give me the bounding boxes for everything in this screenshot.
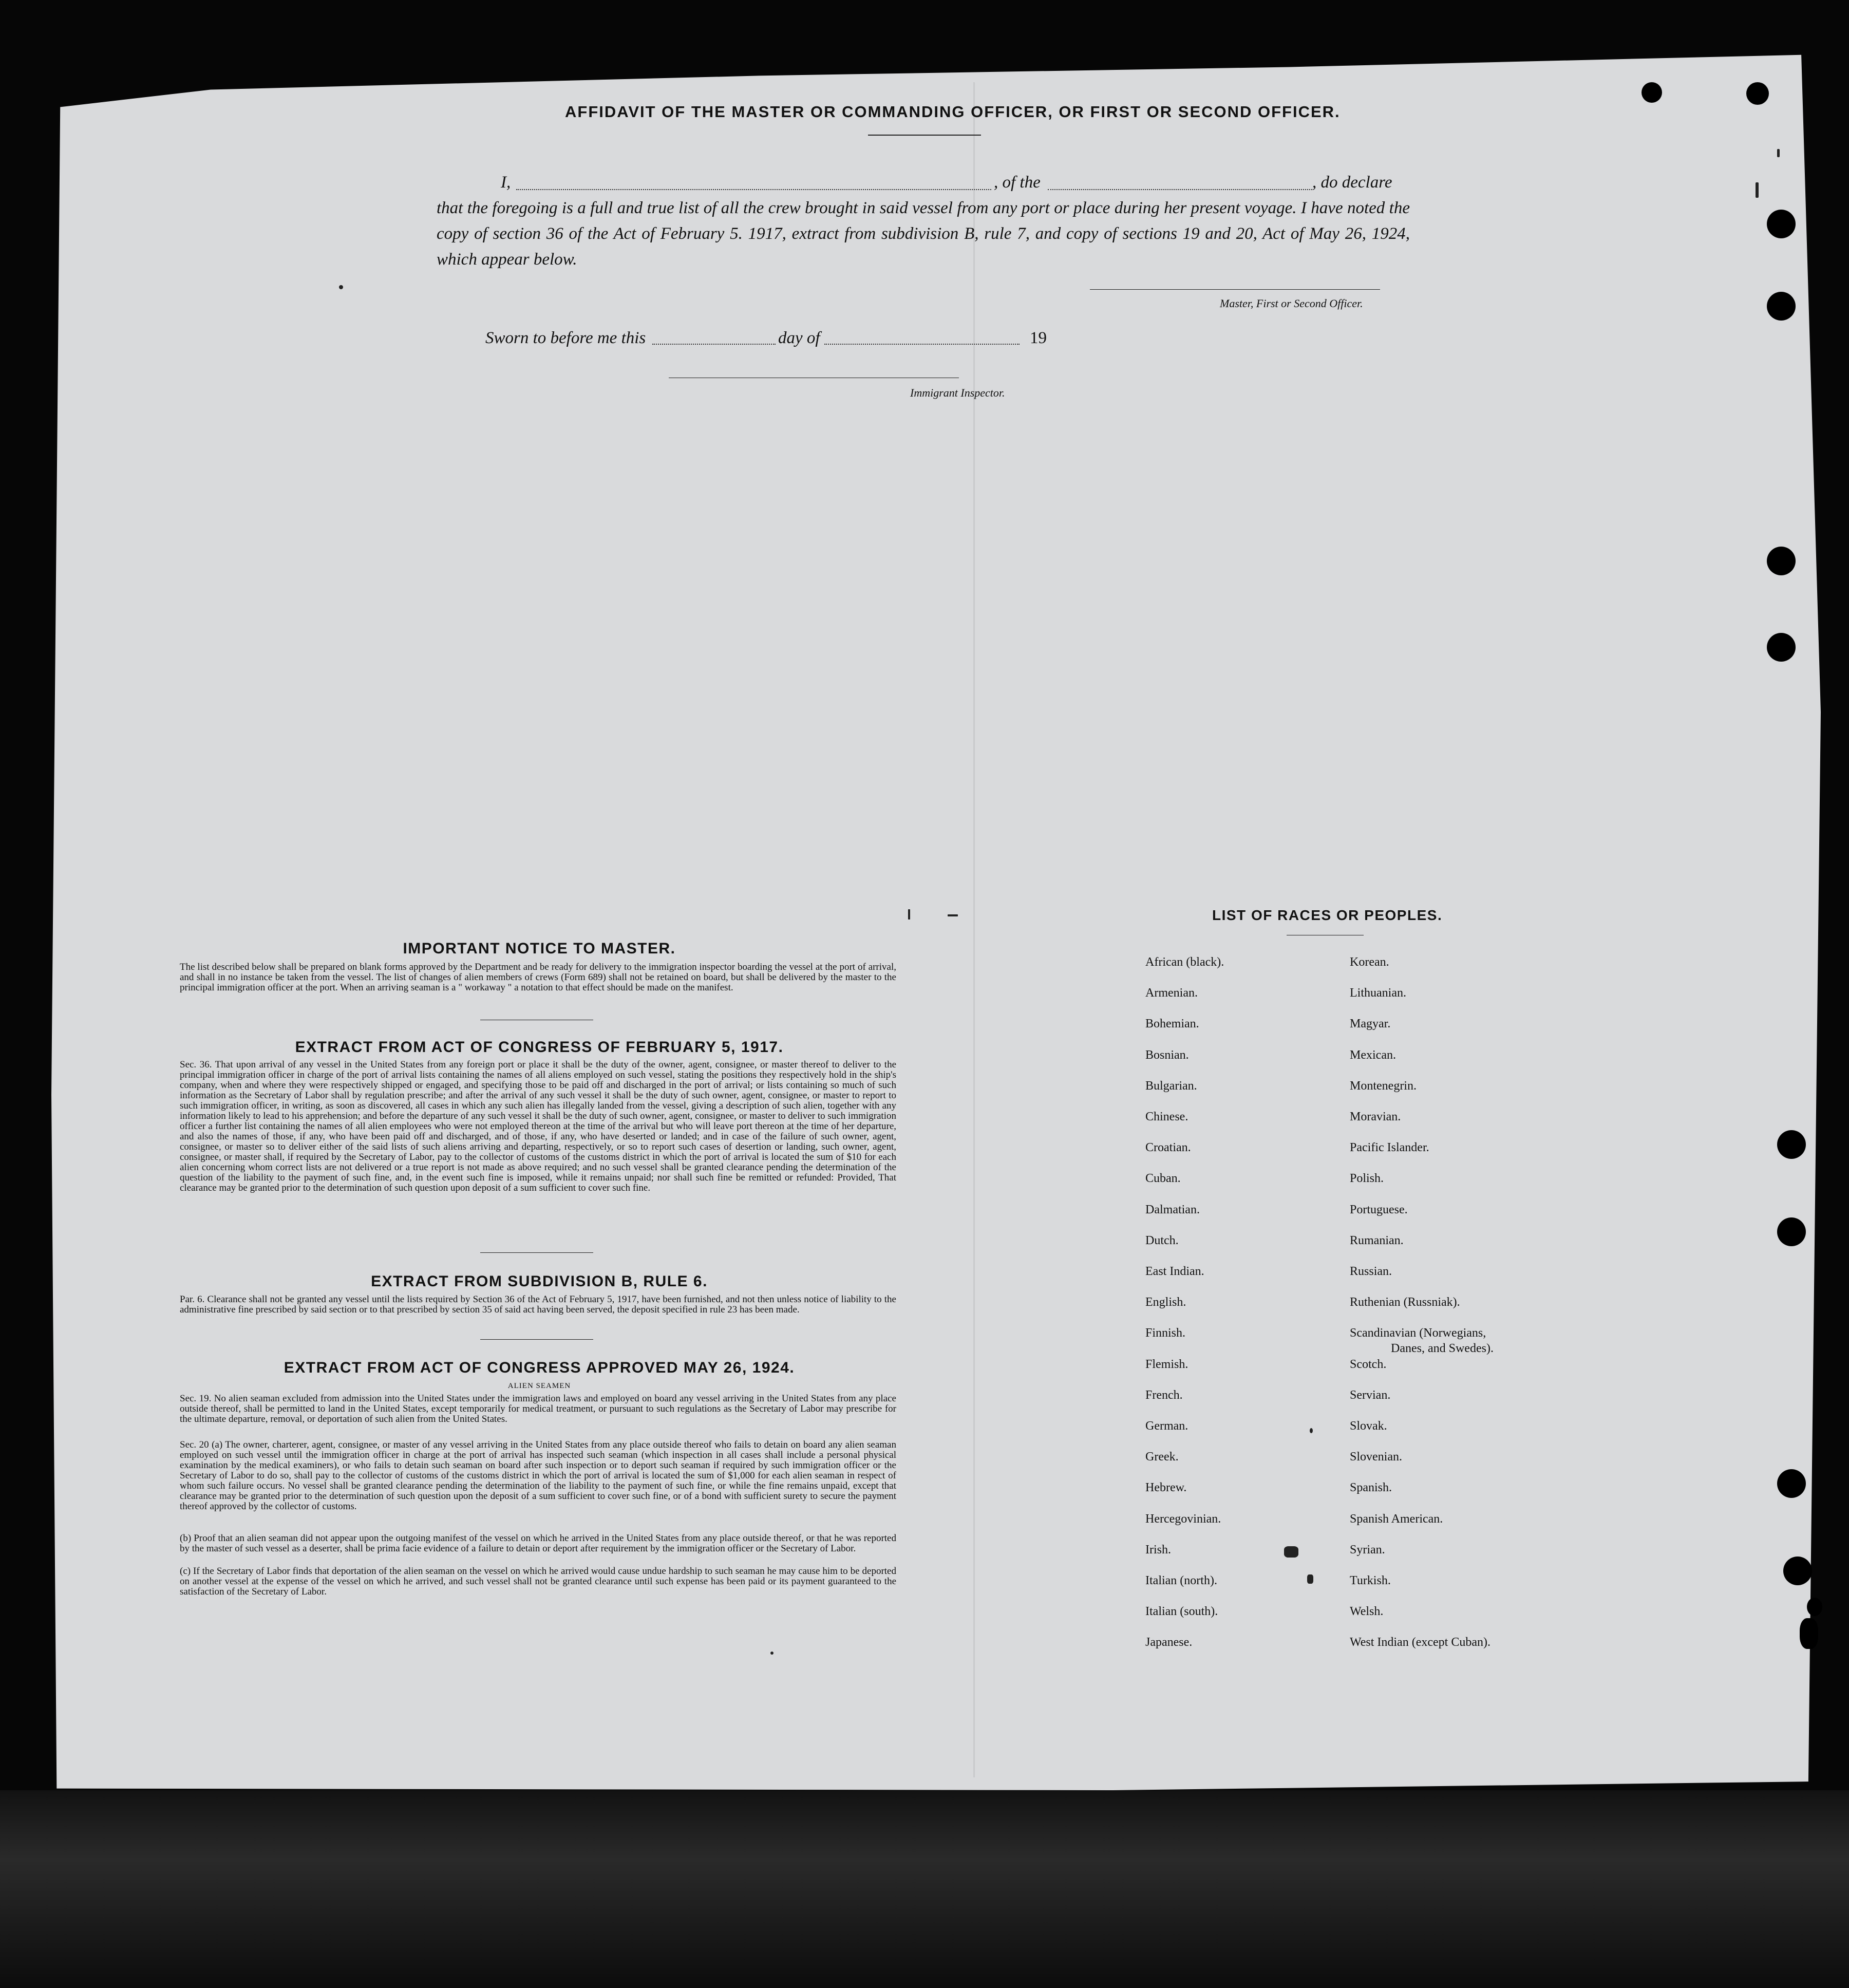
extract-1917-text: Sec. 36. That upon arrival of any vessel in the United States from any foreign port or place it shall be the duty of the owner, agent, consignee, or master thereof to deliver to the principal immigration officer in charge of the port of arrival lists containing the names of all aliens employed on such vessel, stating the positions they respectively hold in the ship's company, when and where they were respectively shipped or engaged, and specifying those to be paid off and discharged in the port of arrival; or lists containing so much of such information as the Secretary of Labor shall by regulation prescribe; and after the arrival of any such vessel it shall be the duty of such owner, agent, consignee, or master to report to such immigration officer, in writing, as soon as discovered, all cases in which any such alien has illegally landed from the vessel, giving a description of such alien, together with any information likely to lead to his apprehension; and before the departure of any such vessel it shall be the duty of such owner, agent, consignee, or master to deliver to such immigration officer a further list containing the names of all alien employees who were not employed thereon at the time of the arrival but who will leave port thereon at the time of her departure, and also the names of those, if any, who have been paid off and discharged, and of those, if any, who have deserted or landed; and in case of the failure of such owner, agent, consignee, or master so to deliver either of the said lists of such aliens arriving and departing, respectively, or so to report such cases of desertion or landing, such owner, agent, consignee, or master shall, if required by the Secretary of Labor, pay to the collector of customs of the customs district in which the port of arrival is located the sum of $10 for each alien concerning whom correct lists are not delivered or a true report is not made as above required; and no such vessel shall be granted clearance pending the determination of the question of the liability to the payment of such fine, and, in the event such fine is imposed, while it remains unpaid; nor shall such fine be remitted or refunded: Provided, That clearance may be granted prior to the determination of such question upon deposit of a sum sufficient to cover such fine. — [180, 1059, 896, 1193]
title-underline — [868, 135, 981, 136]
of-the-label: , of the — [994, 173, 1041, 192]
punch-hole — [1767, 210, 1796, 238]
race-item: Dalmatian. — [1145, 1203, 1200, 1216]
punch-hole — [1767, 633, 1796, 662]
year-prefix: 19 — [1030, 329, 1047, 347]
race-item: Mexican. — [1350, 1048, 1396, 1062]
ink-speck — [1310, 1428, 1313, 1433]
day-of-label: day of — [778, 329, 820, 347]
punch-hole — [1767, 292, 1796, 321]
punch-hole — [1783, 1556, 1812, 1585]
ink-speck — [339, 285, 343, 289]
race-item: Servian. — [1350, 1388, 1391, 1402]
affidavit-title: AFFIDAVIT OF THE MASTER OR COMMANDING OFFICER, OR FIRST OR SECOND OFFICER. — [565, 103, 1341, 121]
race-item: East Indian. — [1145, 1265, 1204, 1278]
race-item: Scandinavian (Norwegians, — [1350, 1326, 1486, 1340]
punch-hole — [1800, 1618, 1818, 1649]
race-item: Bohemian. — [1145, 1017, 1199, 1031]
race-item: Turkish. — [1350, 1574, 1391, 1587]
punch-hole — [1777, 1217, 1806, 1246]
race-item: Bosnian. — [1145, 1048, 1189, 1062]
punch-hole — [1807, 1598, 1822, 1616]
race-item: Montenegrin. — [1350, 1079, 1417, 1093]
race-item: Irish. — [1145, 1543, 1171, 1556]
declaration-line-1 — [501, 170, 1410, 195]
ink-speck — [770, 1652, 773, 1655]
master-name-field[interactable] — [516, 189, 991, 190]
extract-rule6-heading: EXTRACT FROM SUBDIVISION B, RULE 6. — [371, 1273, 708, 1290]
document-page — [51, 51, 1821, 1790]
ink-speck — [1756, 182, 1759, 198]
notice-text: The list described below shall be prepared on blank forms approved by the Department and be ready for delivery to the immigration inspector boarding the vessel at the port of arrival, and shall in no instance be taken from the vessel. The list of changes of alien members of crews (Form 689) shall not be retained on board, but shall be delivered by the master to the principal immigration officer at the port. When an arriving seaman is a " workaway " a notation to that effect should be made on the manifest. — [180, 962, 896, 993]
punch-hole — [1777, 1469, 1806, 1498]
race-item: Syrian. — [1350, 1543, 1385, 1556]
extract-rule6-text: Par. 6. Clearance shall not be granted any vessel until the lists required by Section 36 of the Act of February 5, 1917, have been furnished, and not then unless notice of liability to the administrative fine prescribed by said section or to that prescribed by section 35 of said act having been served, the deposit specified in rule 23 has been made. — [180, 1294, 896, 1315]
ink-speck — [1284, 1546, 1298, 1558]
race-item: Slovak. — [1350, 1419, 1387, 1433]
race-item: Russian. — [1350, 1265, 1392, 1278]
race-item: French. — [1145, 1388, 1183, 1402]
master-signature-line[interactable] — [1090, 289, 1380, 290]
ink-speck — [908, 909, 910, 920]
race-item: Hercegovinian. — [1145, 1512, 1221, 1526]
race-item: German. — [1145, 1419, 1188, 1433]
extract-1917-heading: EXTRACT FROM ACT OF CONGRESS OF FEBRUARY 5, 1917. — [295, 1039, 784, 1056]
race-item: English. — [1145, 1296, 1186, 1309]
race-item: Korean. — [1350, 955, 1389, 969]
divider — [480, 1252, 593, 1253]
race-item: Pacific Islander. — [1350, 1141, 1429, 1155]
race-item: Danes, and Swedes). — [1391, 1342, 1494, 1356]
race-item: Magyar. — [1350, 1017, 1391, 1031]
inspector-label: Immigrant Inspector. — [910, 386, 1005, 399]
sworn-line — [485, 325, 1050, 351]
race-item: Italian (south). — [1145, 1605, 1218, 1619]
ink-speck — [1307, 1574, 1313, 1584]
extract-1924-sec20c: (c) If the Secretary of Labor finds that deportation of the alien seaman on the vessel on which he arrived would cause undue hardship to such seaman he may cause him to be deported on another vessel at the expense of the vessel on which he arrived, and such vessel shall not be granted clearance until such expense has been paid or its payment guaranteed to the satisfaction of the Secretary of Labor. — [180, 1566, 896, 1597]
do-declare-label: , do declare — [1312, 173, 1392, 192]
race-item: Moravian. — [1350, 1110, 1401, 1123]
race-item: Dutch. — [1145, 1233, 1179, 1247]
alien-seamen-subheading: ALIEN SEAMEN — [507, 1382, 571, 1390]
sworn-day-field[interactable] — [652, 344, 776, 345]
scanner-bed-strip — [0, 1790, 1849, 1988]
race-item: Bulgarian. — [1145, 1079, 1197, 1093]
race-item: Spanish. — [1350, 1481, 1392, 1495]
race-item: Croatian. — [1145, 1141, 1191, 1155]
race-item: Hebrew. — [1145, 1481, 1187, 1495]
i-prefix: I, — [501, 173, 511, 192]
sworn-month-field[interactable] — [824, 344, 1020, 345]
declaration-text: that the foregoing is a full and true list of all the crew brought in said vessel from any port or place during her present voyage. I have noted the copy of section 36 of the Act of February 5. 1917, extract from subdivision B, rule 7, and copy of sections 19 and 20, Act of May 26, 1924, which appear below. — [437, 199, 1410, 269]
race-item: Lithuanian. — [1350, 986, 1406, 1000]
race-item: Polish. — [1350, 1172, 1384, 1186]
extract-1924-heading: EXTRACT FROM ACT OF CONGRESS APPROVED MAY 26, 1924. — [284, 1359, 795, 1376]
race-item: Greek. — [1145, 1450, 1179, 1464]
sworn-prefix: Sworn to before me this — [485, 329, 646, 347]
ink-speck — [1777, 149, 1780, 157]
vessel-name-field[interactable] — [1048, 189, 1312, 190]
race-item: Rumanian. — [1350, 1233, 1404, 1247]
notice-heading: IMPORTANT NOTICE TO MASTER. — [403, 940, 676, 957]
master-signature-label: Master, First or Second Officer. — [1220, 297, 1363, 310]
race-item: Armenian. — [1145, 986, 1198, 1000]
punch-hole — [1767, 547, 1796, 575]
races-heading: LIST OF RACES OR PEOPLES. — [1212, 907, 1443, 923]
race-item: Slovenian. — [1350, 1450, 1402, 1464]
race-item: Scotch. — [1350, 1357, 1387, 1371]
race-item: West Indian (except Cuban). — [1350, 1636, 1490, 1649]
race-item: Spanish American. — [1350, 1512, 1443, 1526]
race-item: Cuban. — [1145, 1172, 1181, 1186]
race-item: Flemish. — [1145, 1357, 1188, 1371]
race-item: Chinese. — [1145, 1110, 1188, 1123]
divider — [480, 1339, 593, 1340]
race-item: Ruthenian (Russniak). — [1350, 1296, 1460, 1309]
race-item: African (black). — [1145, 955, 1224, 969]
ink-speck — [948, 914, 958, 916]
race-item: Welsh. — [1350, 1605, 1384, 1619]
race-item: Italian (north). — [1145, 1574, 1217, 1587]
extract-1924-sec19: Sec. 19. No alien seaman excluded from admission into the United States under the immigration laws and employed on board any vessel arriving in the United States from any place outside thereof, shall be permitted to land in the United States, except temporarily for medical treatment, or pursuant to such regulations as the Secretary of Labor may prescribe for the ultimate departure, removal, or deportation of such alien from the United States. — [180, 1393, 896, 1424]
race-item: Portuguese. — [1350, 1203, 1408, 1216]
punch-hole — [1777, 1130, 1806, 1159]
race-item: Finnish. — [1145, 1326, 1186, 1340]
punch-hole — [1746, 82, 1769, 105]
extract-1924-sec20b: (b) Proof that an alien seaman did not appear upon the outgoing manifest of the vessel on which he arrived in the United States from any place outside thereof, or that he was reported by the master of such vessel as a deserter, shall be prima facie evidence of a failure to detain or deport after requirement by the immigration officer or the Secretary of Labor. — [180, 1533, 896, 1554]
race-item: Japanese. — [1145, 1636, 1193, 1649]
extract-1924-sec20a: Sec. 20 (a) The owner, charterer, agent, consignee, or master of any vessel arriving in the United States from any place outside thereof who fails to detain on board any alien seaman employed on such vessel until the immigration officer in charge at the port of arrival has inspected such seaman (which inspection in all cases shall include a personal physical examination by the medical examiners), or who fails to detain such seaman on board after such inspection or to deport such seaman if required by such immigration officer or the Secretary of Labor to do so, shall pay to the collector of customs of the customs district in which the port of arrival is located the sum of $1,000 for each alien seaman in respect of whom such failure occurs. No vessel shall be granted clearance pending the determination of the liability to the payment of such fine, or while the fine remains unpaid, except that clearance may be granted prior to the determination of such question upon the deposit of a sum sufficient to cover such fine, or of a bond with sufficient surety to secure the payment thereof approved by the collector of customs. — [180, 1439, 896, 1512]
punch-hole — [1642, 82, 1662, 103]
